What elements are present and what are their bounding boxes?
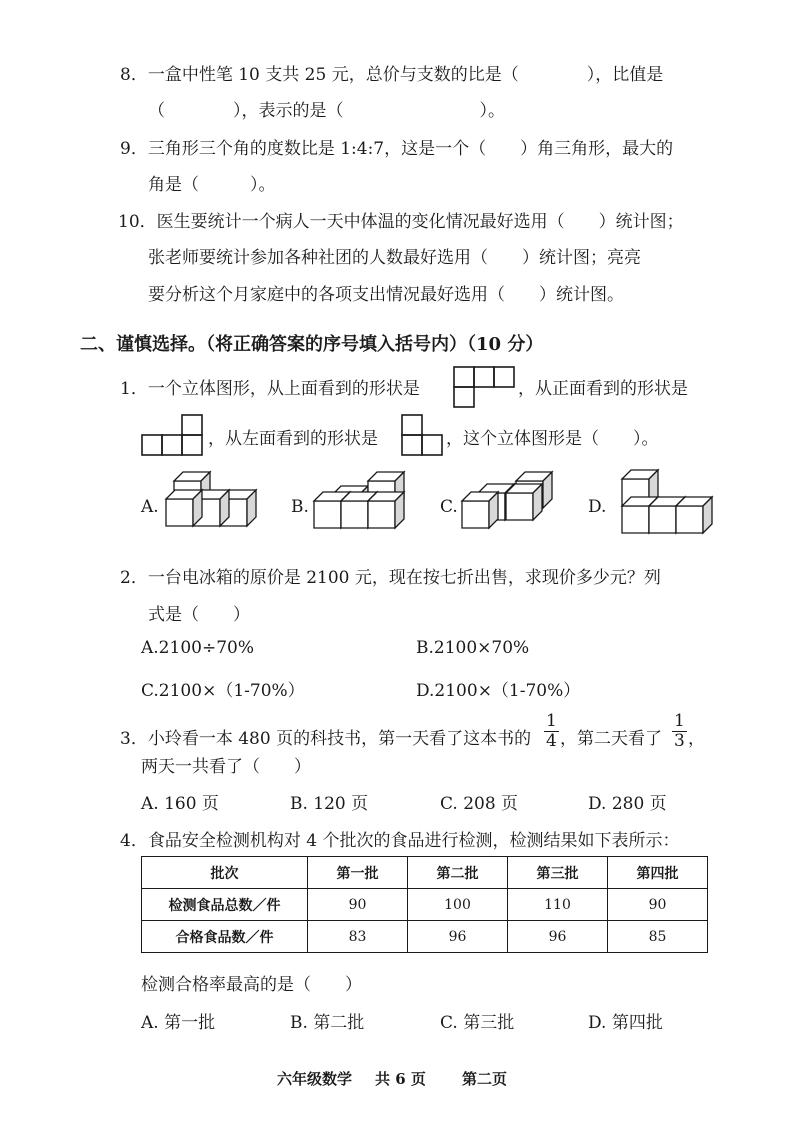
p3-option-b: B. 120 页 bbox=[290, 794, 369, 814]
footer-total-pages: 共 6 页 bbox=[375, 1070, 426, 1088]
p4-line1: 4．食品安全检测机构对 4 个批次的食品进行检测，检测结果如下表所示： bbox=[120, 831, 680, 851]
p2-line1: 2．一台电冰箱的原价是 2100 元，现在按七折出售，求现价多少元？列 bbox=[120, 568, 661, 588]
section2-title: 二、谨慎选择。（将正确答案的序号填入括号内）（10 分） bbox=[80, 334, 544, 355]
p3-option-a: A. 160 页 bbox=[141, 794, 219, 814]
p1-option-c-label: C. bbox=[440, 497, 458, 517]
q10-line1: 10．医生要统计一个病人一天中体温的变化情况最好选用（ ）统计图； bbox=[118, 212, 684, 232]
p2-option-d: D.2100×（1-70%） bbox=[416, 681, 581, 701]
p1-text-b: ，从正面看到的形状是 bbox=[518, 379, 688, 399]
table-header-cell: 第二批 bbox=[408, 857, 508, 889]
p1-text-a: 1．一个立体图形，从上面看到的形状是 bbox=[120, 379, 420, 399]
table-cell: 83 bbox=[308, 921, 408, 953]
table-header-cell: 第一批 bbox=[308, 857, 408, 889]
p3-fraction-2-numerator: 1 bbox=[674, 711, 685, 731]
p4-option-d: D. 第四批 bbox=[588, 1013, 663, 1033]
p3-text-c: ， bbox=[688, 729, 705, 749]
table-header-cell: 第三批 bbox=[508, 857, 608, 889]
table-row-label: 检测食品总数／件 bbox=[142, 889, 308, 921]
table-cell: 110 bbox=[508, 889, 608, 921]
p4-question: 检测合格率最高的是（ ） bbox=[141, 975, 362, 995]
p3-fraction-1-denominator: 4 bbox=[546, 731, 557, 751]
table-cell: 100 bbox=[408, 889, 508, 921]
q10-line3: 要分析这个月家庭中的各项支出情况最好选用（ ）统计图。 bbox=[148, 285, 624, 305]
footer-subject: 六年级数学 bbox=[277, 1070, 353, 1088]
p1-option-a-label: A. bbox=[141, 497, 159, 517]
p3-option-c: C. 208 页 bbox=[440, 794, 519, 814]
option-c-cubes-figure bbox=[456, 470, 556, 530]
q9-line2: 角是（ ）。 bbox=[148, 175, 276, 195]
table-row bbox=[142, 889, 708, 921]
p2-line2: 式是（ ） bbox=[148, 605, 250, 625]
q9-line1: 9．三角形三个角的度数比是 1:4:7，这是一个（ ）角三角形，最大的 bbox=[120, 139, 674, 159]
p3-fraction-1-numerator: 1 bbox=[546, 711, 557, 731]
p3-fraction-1 bbox=[544, 712, 559, 751]
option-b-cubes-figure bbox=[310, 470, 410, 530]
table-row-label: 合格食品数／件 bbox=[142, 921, 308, 953]
front-view-figure bbox=[141, 414, 203, 456]
p3-text-b: ，第二天看了 bbox=[560, 729, 662, 749]
p4-option-c: C. 第三批 bbox=[440, 1013, 515, 1033]
p1-text-c: ，从左面看到的形状是 bbox=[208, 429, 378, 449]
q8-line2: （ ），表示的是（ ）。 bbox=[148, 101, 505, 121]
footer-current-page: 第二页 bbox=[462, 1070, 508, 1088]
q10-line2: 张老师要统计参加各种社团的人数最好选用（ ）统计图；亮亮 bbox=[148, 248, 641, 268]
p1-text-d: ，这个立体图形是（ ）。 bbox=[446, 429, 659, 449]
table-cell: 90 bbox=[308, 889, 408, 921]
table-cell: 96 bbox=[508, 921, 608, 953]
table-cell: 96 bbox=[408, 921, 508, 953]
p2-option-c: C.2100×（1-70%） bbox=[141, 681, 305, 701]
table-row bbox=[142, 921, 708, 953]
table-header-row bbox=[142, 857, 708, 889]
table-header-cell: 批次 bbox=[142, 857, 308, 889]
p2-option-b: B.2100×70% bbox=[416, 638, 530, 658]
p2-option-a: A.2100÷70% bbox=[141, 638, 254, 658]
left-view-figure bbox=[401, 414, 443, 456]
p4-option-b: B. 第二批 bbox=[290, 1013, 365, 1033]
option-d-cubes-figure bbox=[612, 470, 712, 534]
p4-option-a: A. 第一批 bbox=[141, 1013, 216, 1033]
p3-text-a: 3．小玲看一本 480 页的科技书，第一天看了这本书的 bbox=[120, 729, 532, 749]
top-view-figure bbox=[453, 366, 515, 408]
option-a-cubes-figure bbox=[160, 470, 260, 530]
p1-option-d-label: D. bbox=[588, 497, 607, 517]
table-header-cell: 第四批 bbox=[608, 857, 708, 889]
q8-line1: 8．一盒中性笔 10 支共 25 元，总价与支数的比是（ ），比值是 bbox=[120, 65, 664, 85]
p3-option-d: D. 280 页 bbox=[588, 794, 667, 814]
p3-line2: 两天一共看了（ ） bbox=[141, 757, 311, 777]
p3-fraction-2-denominator: 3 bbox=[674, 731, 685, 751]
table-cell: 90 bbox=[608, 889, 708, 921]
p3-fraction-2 bbox=[672, 712, 687, 751]
inspection-results-table bbox=[141, 856, 708, 953]
p1-option-b-label: B. bbox=[291, 497, 309, 517]
table-cell: 85 bbox=[608, 921, 708, 953]
